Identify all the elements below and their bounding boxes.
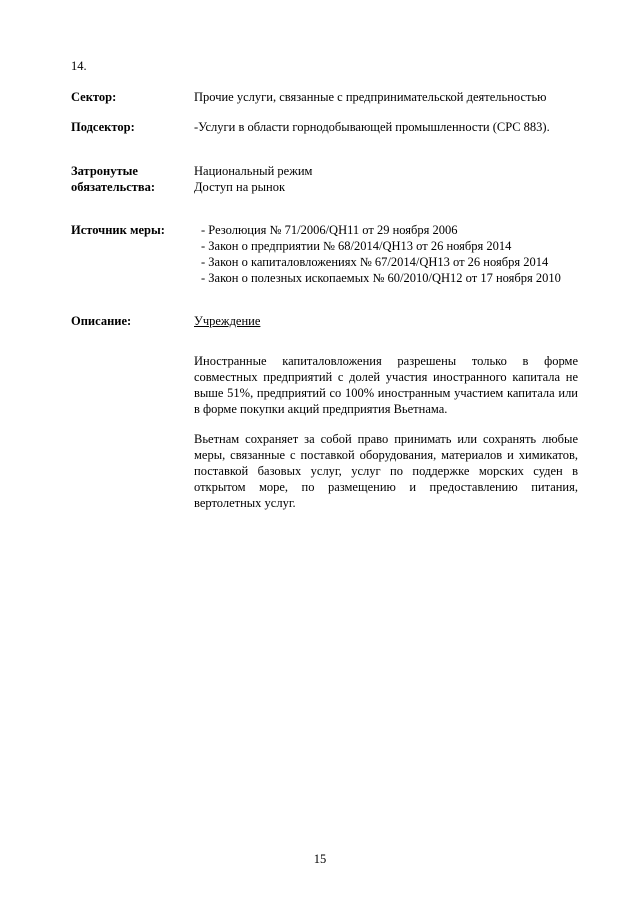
source-list bbox=[194, 222, 580, 286]
obligation-item: Национальный режим bbox=[194, 164, 313, 178]
subsector-value: -Услуги в области горнодобывающей промышленности (CPC 883). bbox=[194, 120, 550, 134]
obligations-label-line1: Затронутые bbox=[71, 164, 138, 178]
source-item: - Закон о полезных ископаемых № 60/2010/QH12 от 17 ноября 2010 bbox=[201, 271, 561, 285]
description-label: Описание: bbox=[71, 314, 132, 328]
obligation-item: Доступ на рынок bbox=[194, 180, 286, 194]
obligations-label bbox=[71, 163, 189, 195]
source-item: - Закон о капиталовложениях № 67/2014/QH13 от 26 ноября 2014 bbox=[201, 255, 549, 269]
source-label: Источник меры: bbox=[71, 223, 165, 237]
sector-label: Сектор: bbox=[71, 90, 117, 104]
description-paragraph: Иностранные капиталовложения разрешены только в форме совместных предприятий с долей участия иностранного капитала не выше 51%, предприятий со 100% иностранным участием капитала или в форме покупки акций предприятия Вьетнама. bbox=[194, 354, 578, 416]
source-item: - Резолюция № 71/2006/QH11 от 29 ноября 2006 bbox=[201, 223, 458, 237]
obligations-list bbox=[194, 163, 580, 195]
subsector-label: Подсектор: bbox=[71, 120, 135, 134]
sector-value: Прочие услуги, связанные с предпринимательской деятельностью bbox=[194, 90, 547, 104]
entry-number: 14. bbox=[71, 59, 87, 73]
description-paragraph: Вьетнам сохраняет за собой право принимать или сохранять любые меры, связанные с поставкой оборудования, материалов и химикатов, поставкой базовых услуг, услуг по поддержке морских суден в открытом море, по размещению и предоставлению питания, вертолетных услуг. bbox=[194, 432, 578, 510]
source-list-container bbox=[194, 222, 580, 286]
description-heading: Учреждение bbox=[194, 314, 261, 328]
page-number: 15 bbox=[313, 852, 327, 866]
source-item: - Закон о предприятии № 68/2014/QH13 от 26 ноября 2014 bbox=[201, 239, 512, 253]
obligations-label-line2: обязательства: bbox=[71, 180, 156, 194]
